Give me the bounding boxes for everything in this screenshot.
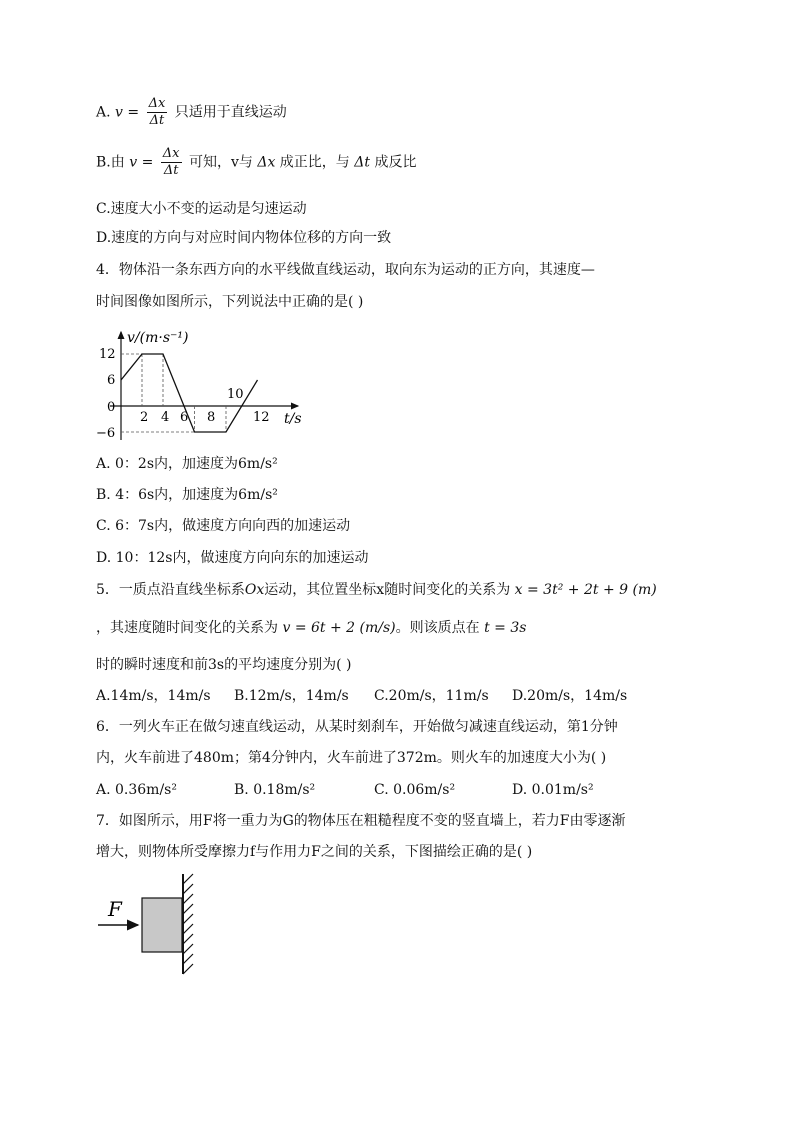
block (142, 898, 182, 952)
velocity-time-chart (90, 322, 320, 446)
x-axis-label: t/s (284, 411, 302, 427)
stem-text: 。则该质点在 (395, 620, 480, 636)
q6-option-c: C. 0.06m/s² (374, 782, 456, 798)
x-tick-12: 12 (253, 410, 270, 425)
y-axis-label: v/(m·s⁻¹) (127, 330, 189, 346)
q3-option-c: C.速度大小不变的运动是匀速运动 (96, 201, 307, 217)
q5-option-a: A.14m/s，14m/s (96, 688, 211, 704)
velocity-fraction (161, 146, 182, 179)
q4-option-c: C. 6：7s内，做速度方向向西的加速运动 (96, 518, 351, 534)
time-value: t = 3s (484, 620, 527, 636)
equals-sign: = (127, 104, 140, 121)
option-text: 可知，v与 (188, 154, 253, 171)
fraction-denominator: Δt (163, 163, 179, 178)
q4-option-d: D. 10：12s内，做速度方向向东的加速运动 (96, 550, 369, 566)
option-text: 只适用于直线运动 (174, 104, 287, 121)
y-tick-12: 12 (99, 347, 116, 362)
wall-hatching (183, 874, 193, 974)
option-letter: B.由 (96, 154, 125, 171)
ox-symbol: Ox (244, 582, 265, 598)
q4-option-b: B. 4：6s内，加速度为6m/s² (96, 487, 278, 503)
velocity-symbol: v (115, 104, 123, 121)
x-tick-4: 4 (161, 410, 170, 425)
q4-option-a: A. 0：2s内，加速度为6m/s² (96, 456, 278, 472)
option-text: 成正比，与 (279, 154, 350, 171)
x-tick-10: 10 (227, 387, 244, 402)
q3-option-a (96, 96, 287, 129)
delta-x-symbol: Δx (257, 154, 276, 171)
equals-sign: = (141, 154, 154, 171)
q7-stem-line1: 7．如图所示，用F将一重力为G的物体压在粗糙程度不变的竖直墙上，若力F由零逐渐 (96, 813, 626, 829)
x-tick-2: 2 (140, 410, 149, 425)
q5-option-c: C.20m/s，11m/s (374, 688, 489, 704)
q6-option-b: B. 0.18m/s² (234, 782, 316, 798)
q6-options (96, 780, 594, 800)
y-tick-0: 0 (107, 400, 116, 415)
q5-stem-line3: 时的瞬时速度和前3s的平均速度分别为( ) (96, 657, 352, 673)
option-text: 成反比 (374, 154, 417, 171)
fraction-numerator: Δx (148, 96, 166, 111)
q6-stem-line2: 内，火车前进了480m；第4分钟内，火车前进了372m。则火车的加速度大小为( ) (96, 750, 607, 766)
velocity-fraction (147, 96, 168, 129)
x-tick-6: 6 (180, 410, 189, 425)
force-label: F (108, 897, 122, 921)
y-tick-neg6: −6 (96, 426, 116, 441)
fraction-numerator: Δx (162, 146, 180, 161)
stem-text: ，其速度随时间变化的关系为 (96, 620, 278, 636)
q7-stem-line2: 增大，则物体所受摩擦力f与作用力F之间的关系，下图描绘正确的是( ) (96, 844, 533, 860)
y-tick-6: 6 (107, 373, 116, 388)
q4-stem-line2: 时间图像如图所示，下列说法中正确的是( ) (96, 294, 364, 310)
q5-options (96, 686, 627, 706)
delta-t-symbol: Δt (354, 154, 370, 171)
fraction-denominator: Δt (149, 113, 165, 128)
option-letter: A. (96, 104, 111, 121)
velocity-symbol: v (129, 154, 138, 171)
q3-option-b (96, 146, 416, 179)
x-tick-8: 8 (207, 410, 216, 425)
velocity-formula: v = 6t + 2 (m/s) (282, 620, 396, 636)
q5-option-d: D.20m/s，14m/s (512, 688, 628, 704)
q6-option-d: D. 0.01m/s² (512, 782, 594, 798)
q6-option-a: A. 0.36m/s² (96, 782, 177, 798)
q4-stem-line1: 4．物体沿一条东西方向的水平线做直线运动，取向东为运动的正方向，其速度— (96, 262, 595, 278)
stem-text: 运动，其位置坐标x随时间变化的关系为 (264, 582, 511, 598)
q6-stem-line1: 6．一列火车正在做匀速直线运动，从某时刻刹车，开始做匀减速直线运动，第1分钟 (96, 719, 618, 735)
position-formula: x = 3t² + 2t + 9 (m) (514, 582, 657, 598)
q3-option-d: D.速度的方向与对应时间内物体位移的方向一致 (96, 230, 392, 246)
q5-stem-line2 (96, 618, 526, 638)
q5-option-b: B.12m/s，14m/s (234, 688, 349, 704)
q5-stem-line1 (96, 580, 657, 600)
wall-block-figure (94, 870, 214, 978)
stem-text: 5．一质点沿直线坐标系 (96, 582, 245, 598)
